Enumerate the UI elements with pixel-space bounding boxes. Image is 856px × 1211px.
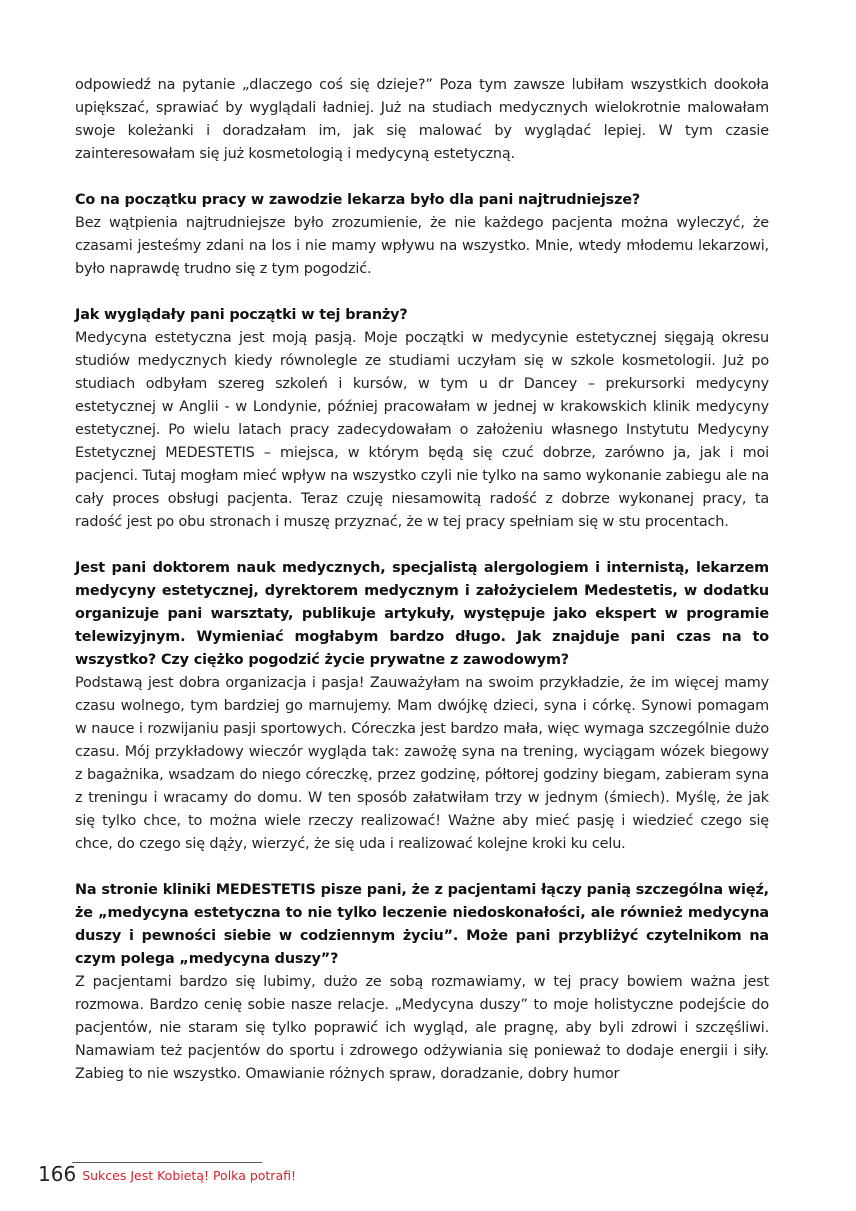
interview-question: Jest pani doktorem nauk medycznych, specjalistą alergologiem i internistą, lekarzem medycyny estetycznej, dyrektorem medycznym i założycielem Medestetis, w dodatku organizuje pani warsztaty, publikuje artykuły, występuje jako ekspert w programie telewizyjnym. Wymieniać mogłabym bardzo długo. Jak znajduje pani czas na to wszystko? Czy ciężko pogodzić życie prywatne z zawodowym?: [75, 560, 769, 668]
page-footer: [38, 1157, 296, 1185]
answer-paragraph: Bez wątpienia najtrudniejsze było zrozumienie, że nie każdego pacjenta można wyleczyć, że czasami jesteśmy zdani na los i nie mamy wpływu na wszystko. Mnie, wtedy młodemu lekarzowi, było naprawdę trudno się z tym pogodzić.: [75, 215, 769, 277]
article-body: [75, 74, 769, 1086]
answer-paragraph: odpowiedź na pytanie „dlaczego coś się dzieje?” Poza tym zawsze lubiłam wszystkich dookoła upiększać, sprawiać by wyglądali ładniej. Już na studiach medycznych wielokrotnie malowałam swoje koleżanki i doradzałam im, jak się malować by wyglądać lepiej. W tym czasie zainteresowałam się już kosmetologią i medycyną estetyczną.: [75, 77, 769, 162]
interview-question: Co na początku pracy w zawodzie lekarza było dla pani najtrudniejsze?: [75, 192, 641, 208]
answer-paragraph: Z pacjentami bardzo się lubimy, dużo ze sobą rozmawiamy, w tej pracy bowiem ważna jest rozmowa. Bardzo cenię sobie nasze relacje. „Medycyna duszy” to moje holistyczne podejście do pacjentów, nie staram się tylko poprawić ich wygląd, ale pragnę, aby byli zdrowi i szczęśliwi. Namawiam też pacjentów do sportu i zdrowego odżywiania się ponieważ to dodaje energii i siły. Zabieg to nie wszystko. Omawianie różnych spraw, doradzanie, dobry humor: [75, 974, 769, 1082]
interview-question: Na stronie kliniki MEDESTETIS pisze pani, że z pacjentami łączy panią szczególna więź, że „medycyna estetyczna to nie tylko leczenie niedoskonałości, ale również medycyna duszy i pewności siebie w codziennym życiu”. Może pani przybliżyć czytelnikom na czym polega „medycyna duszy”?: [75, 882, 769, 967]
answer-paragraph: Podstawą jest dobra organizacja i pasja! Zauważyłam na swoim przykładzie, że im więcej mamy czasu wolnego, tym bardziej go marnujemy. Mam dwójkę dzieci, syna i córkę. Synowi pomagam w nauce i rozwijaniu pasji sportowych. Córeczka jest bardzo mała, więc wymaga szczególnie dużo czasu. Mój przykładowy wieczór wygląda tak: zawożę syna na trening, wyciągam wózek biegowy z bagażnika, wsadzam do niego córeczkę, przez godzinę, półtorej godziny biegam, zabieram syna z treningu i wracamy do domu. W ten sposób załatwiłam trzy w jednym (śmiech). Myślę, że jak się tylko chce, to można wiele rzeczy realizować! Ważne aby mieć pasję i wiedzieć czego się chce, do czego się dąży, wierzyć, że się uda i realizować kolejne kroki ku celu.: [75, 675, 769, 852]
interview-question: Jak wyglądały pani początki w tej branży?: [75, 307, 408, 323]
publication-title: Sukces Jest Kobietą! Polka potrafi!: [82, 1168, 296, 1183]
answer-paragraph: Medycyna estetyczna jest moją pasją. Moje początki w medycynie estetycznej sięgają okresu studiów medycznych kiedy równolegle ze studiami uczyłam się w szkole kosmetologii. Już po studiach odbyłam szereg szkoleń i kursów, w tym u dr Dancey – prekursorki medycyny estetycznej w Anglii - w Londynie, później pracowałam w jednej w krakowskich klinik medycyny estetycznej. Po wielu latach pracy zadecydowałam o założeniu własnego Instytutu Medycyny Estetycznej MEDESTETIS – miejsca, w którym będą się czuć dobrze, zarówno ja, jak i moi pacjenci. Tutaj mogłam mieć wpływ na wszystko czyli nie tylko na samo wykonanie zabiegu ale na cały proces obsługi pacjenta. Teraz czuję niesamowitą radość z dobrze wykonanej pracy, ta radość jest po obu stronach i muszę przyznać, że w tej pracy spełniam się w stu procentach.: [75, 330, 769, 530]
page-number: 166: [38, 1162, 77, 1186]
